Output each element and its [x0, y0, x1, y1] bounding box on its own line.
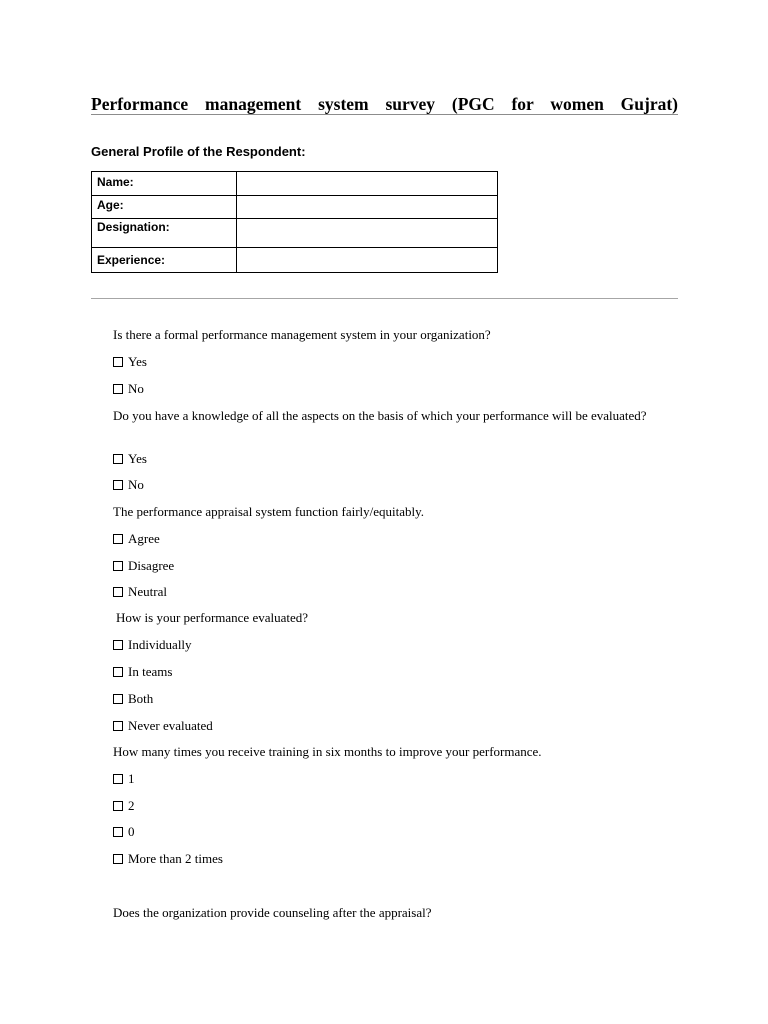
option-label: Agree	[128, 531, 160, 546]
experience-label: Experience:	[92, 248, 237, 273]
question-5-text: How many times you receive training in six months to improve your performance.	[113, 744, 542, 759]
name-label: Name:	[92, 172, 237, 196]
designation-label: Designation:	[92, 219, 237, 248]
age-label: Age:	[92, 196, 237, 219]
checkbox-icon[interactable]	[113, 640, 123, 650]
question-5-option-0[interactable]	[113, 823, 135, 840]
option-label: Yes	[128, 354, 147, 369]
question-3-option-neutral[interactable]	[113, 583, 167, 600]
question-1-option-no[interactable]	[113, 380, 144, 397]
table-row	[92, 219, 498, 248]
experience-field[interactable]	[237, 248, 498, 273]
checkbox-icon[interactable]	[113, 357, 123, 367]
option-label: 1	[128, 771, 135, 786]
option-label: Never evaluated	[128, 718, 213, 733]
option-label: 2	[128, 798, 135, 813]
checkbox-icon[interactable]	[113, 721, 123, 731]
table-row	[92, 172, 498, 196]
option-label: No	[128, 381, 144, 396]
checkbox-icon[interactable]	[113, 774, 123, 784]
question-3-text: The performance appraisal system function fairly/equitably.	[113, 504, 425, 519]
option-label: Disagree	[128, 558, 175, 573]
age-field[interactable]	[237, 196, 498, 219]
question-4-option-in-teams[interactable]	[113, 663, 172, 680]
option-label: More than 2 times	[128, 851, 223, 866]
question-5-option-2[interactable]	[113, 797, 135, 814]
checkbox-icon[interactable]	[113, 694, 123, 704]
checkbox-icon[interactable]	[113, 534, 123, 544]
option-label: Individually	[128, 637, 192, 652]
question-4-text: How is your performance evaluated?	[116, 610, 309, 625]
option-label: Yes	[128, 451, 147, 466]
checkbox-icon[interactable]	[113, 384, 123, 394]
table-row	[92, 248, 498, 273]
question-3-option-disagree[interactable]	[113, 557, 174, 574]
checkbox-icon[interactable]	[113, 667, 123, 677]
designation-field[interactable]	[237, 219, 498, 248]
option-label: Neutral	[128, 584, 167, 599]
document-title: Performance management system survey (PGC for women Gujrat)	[91, 94, 678, 114]
option-label: Both	[128, 691, 154, 706]
checkbox-icon[interactable]	[113, 827, 123, 837]
question-2-option-no[interactable]	[113, 476, 144, 493]
checkbox-icon[interactable]	[113, 480, 123, 490]
checkbox-icon[interactable]	[113, 587, 123, 597]
question-6-text: Does the organization provide counseling after the appraisal?	[113, 905, 432, 920]
option-label: 0	[128, 824, 135, 839]
title-underline	[91, 114, 678, 115]
question-3-option-agree[interactable]	[113, 530, 160, 547]
checkbox-icon[interactable]	[113, 454, 123, 464]
profile-heading: General Profile of the Respondent:	[91, 144, 306, 159]
question-4-option-both[interactable]	[113, 690, 153, 707]
question-4-option-individually[interactable]	[113, 636, 192, 653]
table-row	[92, 196, 498, 219]
question-5-option-1[interactable]	[113, 770, 135, 787]
checkbox-icon[interactable]	[113, 561, 123, 571]
question-5-option-more-than-2[interactable]	[113, 850, 223, 867]
option-label: No	[128, 477, 144, 492]
checkbox-icon[interactable]	[113, 854, 123, 864]
respondent-profile-table	[91, 171, 498, 273]
question-2-option-yes[interactable]	[113, 450, 147, 467]
question-1-option-yes[interactable]	[113, 353, 147, 370]
question-2-text: Do you have a knowledge of all the aspects on the basis of which your performance will be evaluated?	[113, 408, 647, 423]
question-1-text: Is there a formal performance management system in your organization?	[113, 327, 491, 342]
section-divider	[91, 298, 678, 299]
name-field[interactable]	[237, 172, 498, 196]
question-4-option-never-evaluated[interactable]	[113, 717, 213, 734]
option-label: In teams	[128, 664, 173, 679]
checkbox-icon[interactable]	[113, 801, 123, 811]
